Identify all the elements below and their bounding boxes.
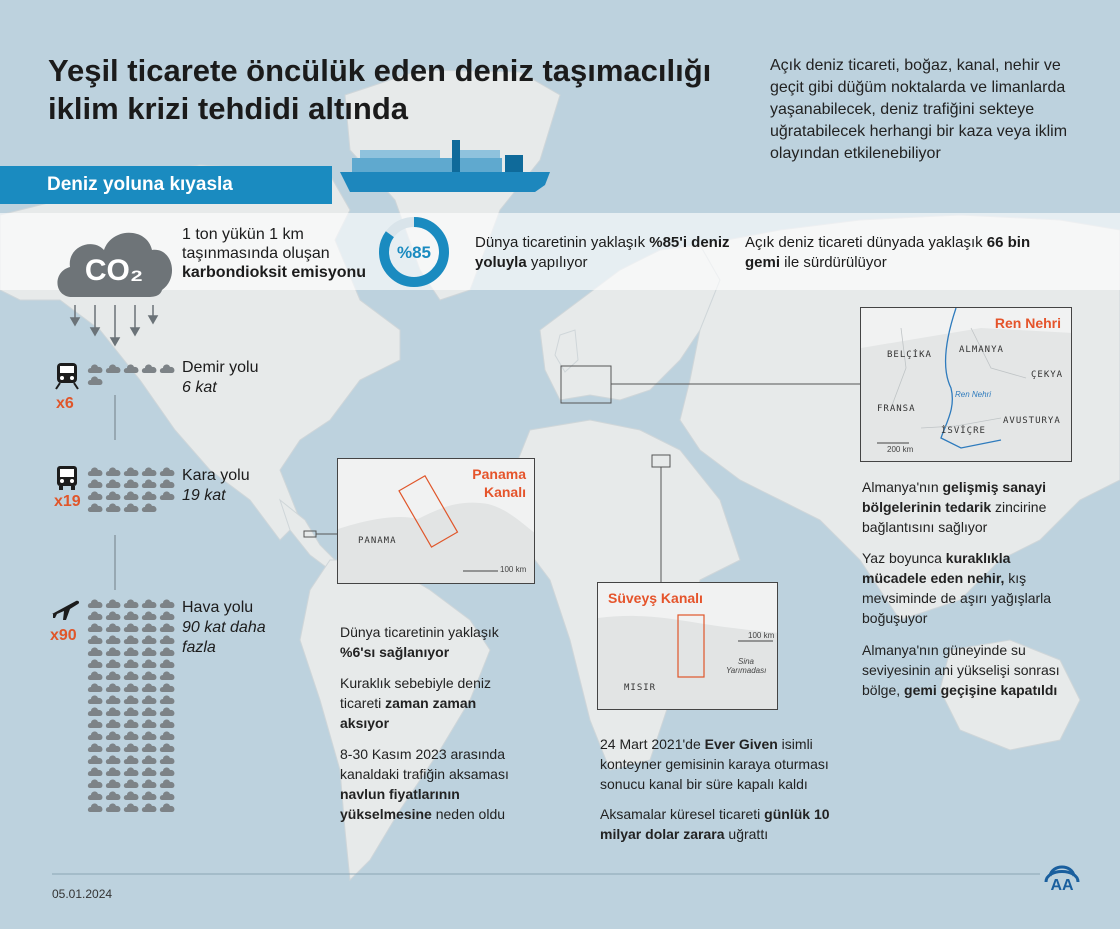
- emission-cloud: [106, 479, 121, 488]
- emission-cloud: [88, 635, 103, 644]
- germany-label: ALMANYA: [959, 345, 1004, 355]
- emission-cloud: [106, 599, 121, 608]
- emission-cloud: [160, 364, 175, 373]
- emission-cloud: [88, 791, 103, 800]
- emission-cloud: [106, 623, 121, 632]
- emission-cloud: [142, 743, 157, 752]
- rhine-note-3-a: Almanya'nın güneyinde su seviyesinin ani yükselişi sonrası bölge,: [862, 642, 1060, 698]
- emission-cloud: [88, 707, 103, 716]
- suez-scale: 100 km: [748, 631, 775, 640]
- share-stat-text: Dünya ticaretinin yaklaşık: [475, 234, 650, 251]
- emission-cloud: [160, 779, 175, 788]
- emission-cloud: [160, 611, 175, 620]
- road-factor: 19 kat: [182, 487, 226, 504]
- rhine-title: Ren Nehri: [994, 315, 1061, 331]
- emission-cloud: [142, 479, 157, 488]
- emission-cloud: [142, 803, 157, 812]
- emission-cloud: [106, 647, 121, 656]
- rhine-note-2-a: Yaz boyunca: [862, 550, 946, 566]
- section-header: [0, 166, 332, 204]
- suez-note-2-a: Aksamalar küresel ticareti: [600, 806, 765, 822]
- emission-cloud: [106, 707, 121, 716]
- emission-cloud: [88, 767, 103, 776]
- emission-cloud: [160, 707, 175, 716]
- rhine-note-2: [862, 548, 1077, 628]
- ships-stat-bold: 66 bin gemi: [745, 234, 1031, 271]
- emission-cloud: [160, 671, 175, 680]
- emission-cloud: [160, 755, 175, 764]
- suez-title: Süveyş Kanalı: [608, 590, 703, 606]
- emission-cloud: [160, 791, 175, 800]
- belgium-label: BELÇİKA: [887, 350, 932, 360]
- emission-cloud: [142, 623, 157, 632]
- emission-cloud: [160, 803, 175, 812]
- emission-cloud: [88, 467, 103, 476]
- panama-title: [472, 465, 526, 501]
- emission-cloud: [124, 467, 139, 476]
- sinai-label: Sina Yarımadası: [726, 657, 767, 675]
- air-name: Hava yolu: [182, 599, 254, 616]
- emission-cloud: [124, 491, 139, 500]
- emission-cloud: [106, 755, 121, 764]
- emission-cloud: [88, 803, 103, 812]
- emission-cloud: [142, 707, 157, 716]
- share-donut-chart: [377, 215, 451, 289]
- emission-cloud: [106, 611, 121, 620]
- switzerland-label: İSVİÇRE: [941, 426, 986, 436]
- emission-cloud: [106, 719, 121, 728]
- rail-cloud-grid: [87, 363, 177, 392]
- emission-cloud: [124, 695, 139, 704]
- central-america-shape: [280, 500, 335, 570]
- emission-cloud: [160, 719, 175, 728]
- emission-cloud: [124, 364, 139, 373]
- emission-cloud: [106, 779, 121, 788]
- emission-cloud: [142, 731, 157, 740]
- road-name: Kara yolu: [182, 467, 250, 484]
- emission-cloud: [142, 755, 157, 764]
- panama-note-3: [340, 744, 520, 824]
- emission-cloud: [124, 719, 139, 728]
- emission-cloud: [142, 364, 157, 373]
- emission-cloud: [88, 647, 103, 656]
- emission-cloud: [142, 659, 157, 668]
- panama-note-1: [340, 622, 520, 662]
- emission-cloud: [106, 767, 121, 776]
- co2-caption-bold: karbondioksit emisyonu: [182, 264, 367, 281]
- panama-note-1-a: Dünya ticaretinin yaklaşık: [340, 624, 499, 640]
- page-title: Yeşil ticarete öncülük eden deniz taşımacılığı iklim krizi tehdidi altında: [48, 53, 712, 126]
- rhine-note-3-b: gemi geçişine kapatıldı: [904, 682, 1058, 698]
- rhine-note-2-b: kuraklıkla mücadele eden nehir,: [862, 550, 1011, 586]
- aa-logo-text: AA: [1050, 877, 1074, 892]
- emission-cloud: [160, 599, 175, 608]
- emission-cloud: [124, 623, 139, 632]
- suez-note-1-a: 24 Mart 2021'de: [600, 736, 705, 752]
- emission-cloud: [160, 731, 175, 740]
- emission-cloud: [88, 364, 103, 373]
- emission-cloud: [142, 503, 157, 512]
- emission-cloud: [124, 731, 139, 740]
- suez-note-2-b: günlük 10 milyar dolar zarara: [600, 806, 830, 842]
- emission-cloud: [160, 743, 175, 752]
- rhine-inset-map: [860, 307, 1072, 462]
- rail-name: Demir yolu: [182, 359, 259, 376]
- river-label: Ren Nehri: [955, 390, 992, 399]
- emission-cloud: [88, 611, 103, 620]
- emission-cloud: [106, 467, 121, 476]
- emission-cloud: [88, 743, 103, 752]
- road-label: [182, 466, 250, 506]
- austria-label: AVUSTURYA: [1003, 416, 1061, 426]
- emission-cloud: [124, 503, 139, 512]
- emission-cloud: [124, 755, 139, 764]
- emission-cloud: [142, 779, 157, 788]
- share-stat-tail: yapılıyor: [526, 254, 588, 271]
- emission-cloud: [142, 695, 157, 704]
- rail-multiplier: x6: [56, 395, 74, 412]
- emission-cloud: [160, 491, 175, 500]
- emission-cloud: [106, 803, 121, 812]
- rhine-note-2-c: kış mevsiminde de aşırı yağışlarla boğuşuyor: [862, 570, 1052, 626]
- suez-note-2: [600, 804, 850, 844]
- rhine-note-1-c: zincirine bağlantısını sağlıyor: [862, 499, 1047, 535]
- emission-cloud: [160, 683, 175, 692]
- co2-caption: [182, 225, 382, 282]
- emission-cloud: [88, 376, 103, 385]
- emission-cloud: [88, 479, 103, 488]
- rail-label: [182, 358, 258, 398]
- air-label: [182, 598, 292, 658]
- czech-label: ÇEKYA: [1031, 370, 1064, 380]
- emission-cloud: [160, 635, 175, 644]
- emission-cloud: [106, 635, 121, 644]
- air-cloud-grid: [87, 598, 177, 819]
- emission-cloud: [124, 767, 139, 776]
- co2-cloud-icon: [52, 222, 177, 302]
- emission-cloud: [142, 719, 157, 728]
- panama-country-label: PANAMA: [358, 536, 397, 546]
- share-stat: [475, 233, 735, 273]
- emission-cloud: [88, 695, 103, 704]
- emission-cloud: [106, 671, 121, 680]
- air-multiplier: x90: [50, 627, 77, 644]
- panama-note-3-c: neden oldu: [431, 806, 506, 822]
- suez-note-1-b: Ever Given: [704, 736, 778, 752]
- emission-cloud: [88, 623, 103, 632]
- emission-cloud: [142, 611, 157, 620]
- emission-cloud: [142, 635, 157, 644]
- emission-cloud: [106, 731, 121, 740]
- emission-cloud: [88, 671, 103, 680]
- air-factor: 90 kat daha fazla: [182, 619, 266, 656]
- section-title: Deniz yoluna kıyasla: [47, 174, 233, 195]
- emission-cloud: [106, 491, 121, 500]
- emission-cloud: [124, 479, 139, 488]
- france-label: FRANSA: [877, 404, 916, 414]
- emission-cloud: [160, 659, 175, 668]
- bus-icon: [54, 465, 80, 491]
- emission-cloud: [88, 719, 103, 728]
- intro-text: Açık deniz ticareti, boğaz, kanal, nehir ve geçit gibi düğüm noktalarda ve limanlarda yaşanabilecek, deniz trafiğini sekteye uğratabilecek herhangi bir kaza veya iklim olayından etkilenebiliyor: [770, 57, 1068, 162]
- emission-cloud: [142, 599, 157, 608]
- emission-cloud: [142, 671, 157, 680]
- rhine-note-1-a: Almanya'nın: [862, 479, 943, 495]
- emission-cloud: [88, 491, 103, 500]
- panama-note-2: [340, 673, 520, 733]
- plane-icon: [50, 598, 80, 622]
- road-cloud-grid: [87, 466, 177, 519]
- suez-inset-map: [597, 582, 778, 710]
- aa-logo: [1042, 856, 1082, 892]
- emission-cloud: [124, 707, 139, 716]
- emission-cloud: [88, 599, 103, 608]
- emission-cloud: [142, 683, 157, 692]
- egypt-label: MISIR: [624, 683, 657, 693]
- emission-cloud: [124, 779, 139, 788]
- emission-cloud: [106, 695, 121, 704]
- emission-cloud: [142, 647, 157, 656]
- emission-cloud: [124, 791, 139, 800]
- emission-cloud: [160, 479, 175, 488]
- emission-cloud: [124, 635, 139, 644]
- panama-scale: 100 km: [500, 565, 527, 574]
- co2-label: CO₂: [84, 254, 144, 287]
- publish-date: 05.01.2024: [52, 887, 113, 901]
- train-icon: [54, 362, 80, 390]
- emission-cloud: [160, 767, 175, 776]
- emission-cloud: [160, 647, 175, 656]
- emission-cloud: [124, 611, 139, 620]
- emission-cloud: [124, 743, 139, 752]
- rail-factor: 6 kat: [182, 379, 217, 396]
- donut-label: %85: [396, 243, 432, 262]
- emission-cloud: [124, 803, 139, 812]
- panama-note-3-a: 8-30 Kasım 2023 arasında kanaldaki trafiğin aksaması: [340, 746, 509, 782]
- emission-cloud: [88, 779, 103, 788]
- ships-stat-tail: ile sürdürülüyor: [780, 254, 887, 271]
- share-stat-bold: %85'i deniz yoluyla: [475, 234, 730, 271]
- panama-note-2-b: zaman zaman aksıyor: [340, 695, 477, 731]
- emission-cloud: [88, 755, 103, 764]
- emission-cloud: [160, 467, 175, 476]
- emission-cloud: [142, 767, 157, 776]
- panama-note-3-b: navlun fiyatlarının yükselmesine: [340, 786, 460, 822]
- emission-cloud: [106, 503, 121, 512]
- rhine-scale: 200 km: [887, 445, 914, 454]
- emission-cloud: [160, 623, 175, 632]
- emission-cloud: [160, 695, 175, 704]
- rhine-note-1-b: gelişmiş sanayi bölgelerinin tedarik: [862, 479, 1047, 515]
- ships-stat: [745, 233, 1045, 273]
- emission-cloud: [142, 467, 157, 476]
- emission-cloud: [142, 791, 157, 800]
- road-multiplier: x19: [54, 493, 81, 510]
- panama-note-1-b: %6'sı sağlanıyor: [340, 644, 450, 660]
- emission-cloud: [88, 731, 103, 740]
- emission-cloud: [124, 683, 139, 692]
- emission-cloud: [142, 491, 157, 500]
- emission-cloud: [124, 659, 139, 668]
- emission-cloud: [106, 791, 121, 800]
- panama-note-2-a: Kuraklık sebebiyle deniz ticareti: [340, 675, 491, 711]
- panama-title-2: Kanalı: [483, 484, 526, 500]
- emission-cloud: [106, 364, 121, 373]
- emission-cloud: [124, 599, 139, 608]
- panama-inset-map: [337, 458, 535, 584]
- panama-title-1: Panama: [472, 466, 526, 482]
- emission-cloud: [88, 683, 103, 692]
- rhine-note-1: [862, 477, 1077, 537]
- emission-cloud: [106, 743, 121, 752]
- ships-stat-text: Açık deniz ticareti dünyada yaklaşık: [745, 234, 987, 251]
- suez-note-1: [600, 734, 850, 794]
- rhine-note-3: [862, 640, 1077, 700]
- co2-caption-text: 1 ton yükün 1 km taşınmasında oluşan: [182, 226, 330, 262]
- emission-cloud: [106, 683, 121, 692]
- emission-cloud: [124, 647, 139, 656]
- emission-cloud: [124, 671, 139, 680]
- emission-cloud: [88, 503, 103, 512]
- suez-note-1-c: isimli konteyner gemisinin karaya oturması sonucu kanal bir süre kapalı kaldı: [600, 736, 829, 792]
- emission-cloud: [106, 659, 121, 668]
- suez-note-2-c: uğrattı: [724, 826, 769, 842]
- emission-cloud: [88, 659, 103, 668]
